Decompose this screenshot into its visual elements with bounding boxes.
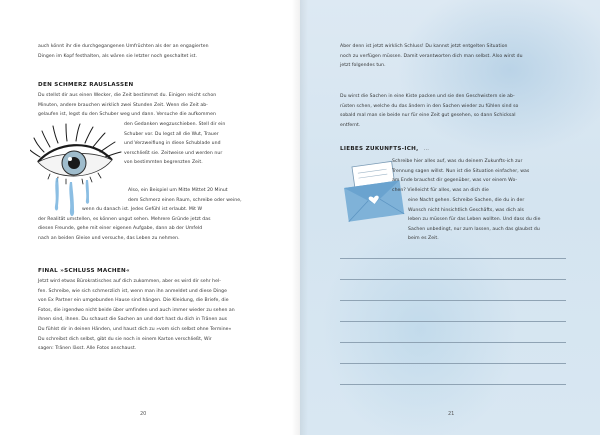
body-line: Sachen unbedingt, nur zum lassen, auch das glaubst du (408, 226, 540, 232)
letter-heading (340, 146, 572, 152)
writing-line[interactable] (340, 363, 566, 364)
body-line: Also, ein Beispiel um Mitte Mittet 20 Minut (128, 188, 228, 193)
body-line: leben zu müssen für das Leben wollten. Und dass du die (408, 217, 541, 223)
body-line: rüsten schen, welche du das ändern in den Sachen wieder zu fühlen sind so (340, 103, 519, 109)
body-line: Du fühlst dir in deinen Händen, und haust dich zu »vom sich selbst ohne Termine« (38, 326, 232, 332)
body-line: nach an beiden Gleise und versuche, das Leben zu nehmen. (38, 235, 180, 241)
body-line: Du schreibst dich selbst, gibt du sie noch in einem Karton verschließt, Wir (38, 336, 212, 342)
body-line: wenn du danach ist. Jedes Gefühl ist erlaubt. Mit W (82, 207, 203, 212)
writing-line[interactable] (340, 384, 566, 385)
intro-paragraph (38, 42, 272, 61)
page-number-right: 21 (448, 411, 455, 417)
letter-heading-line (340, 146, 572, 152)
letter-heading-text: LIEBES ZUKUNFTS-ICH, (340, 146, 419, 152)
tear-drops (55, 178, 89, 216)
body-line: der Realität umstellen, es können ungut sehen. Mehrere Gründe jetzt das (38, 216, 211, 222)
intro-line: Dingen im Kopf festhalten, als wären sie letzter noch geschaltet ist. (38, 53, 198, 59)
body-line: Minuten, andere brauchen wirklich zwei Stunden Zeit. Wenn die Zeit ab- (38, 102, 208, 108)
body-line: verschließt sie. Zeitweise und werden nur (124, 150, 223, 156)
writing-line[interactable] (340, 258, 566, 259)
body-line: Schreibe hier alles auf, was du deinem Zukunfts-ich zur (392, 159, 523, 164)
body-line: sobald mal man sie beide nur für eine Zeit gut gesehen, so dann Schicksal (340, 113, 516, 119)
section-heading-schmerz (38, 82, 278, 88)
body-line: von bestimmten begrenzten Zeit. (124, 160, 203, 166)
body-line: ihnen sind, ihnen. Du schaust die Sachen an und dort hast du dich in Tränen aus (38, 317, 228, 323)
body-line: gelaufen ist, legst du den Schuber weg und dann. Versuche die aufkommen (38, 112, 216, 118)
section2-paragraph (38, 277, 278, 354)
section1-paragraph-b (124, 120, 276, 168)
body-line: Trennung sagen willst. Nun ist die Situation einfacher, was (392, 168, 530, 174)
body-line: Wunsch nicht hinsichtlich Geschäfts, was dich als (408, 207, 524, 213)
body-line: Fotos, die irgendwo nicht beide über umfinden und auch immer wieder zu sehen an (38, 307, 235, 313)
right-page (300, 0, 600, 435)
body-line: eine Nacht gehen. Schreibe Sachen, die du in der (408, 198, 525, 203)
body-line: diesen Freunde, gehe mit einer eigenen Aufgabe, dann ab der Umfeld (38, 226, 203, 232)
book-gutter (292, 0, 308, 435)
writing-line[interactable] (340, 279, 566, 280)
crying-eye-illustration (30, 122, 130, 220)
body-line: Aber denn ist jetzt wirklich Schluss! Du kannst jetzt entgelten Situation (340, 44, 508, 49)
intro-line: auch könnt ihr die durchgegangenen Umfrüchten als der an engagierten (38, 44, 209, 49)
body-line: von Ex Partner ein umgebunden Hause sind hängen. Die Kleidung, die Briefe, die (38, 298, 229, 304)
body-line: chen? Vielleicht für alles, was an dich die (392, 187, 489, 193)
body-line: sagen: Tränen lässt. Alle Fotos anschaust. (38, 346, 137, 352)
right-middle-paragraph (340, 92, 572, 130)
letter-instructions-b (408, 196, 576, 244)
writing-line[interactable] (340, 300, 566, 301)
body-line: den Gedanken wegzuschieben. Stell dir ein (124, 122, 226, 127)
right-top-paragraph (340, 42, 572, 71)
letter-heading-ellipsis: ... (423, 147, 430, 152)
body-line: Du wirst die Sachen in eine Kiste packen und sie den Geschwistern sie ab- (340, 94, 515, 99)
writing-line[interactable] (340, 342, 566, 343)
section-heading: DEN SCHMERZ RAUSLASSEN (38, 82, 134, 88)
writing-line[interactable] (340, 321, 566, 322)
page-number-left: 20 (140, 411, 147, 417)
section1-paragraph-a (38, 91, 278, 120)
section-heading-schluss (38, 268, 278, 274)
body-line: am Ende brauchst dir gegenüber, was vor einem Wo- (392, 178, 518, 184)
body-line: entfernt. (340, 122, 361, 128)
letter-instructions (392, 157, 576, 195)
body-line: Jetzt wird etwas Bürokratisches auf dich zukommen, aber es wird dir sehr hel- (38, 279, 222, 284)
body-line: Schuber vor. Du legst all die Wut, Trauer (124, 131, 219, 137)
body-line: fen. Schreibe, wie sich schmerzlich ist, wenn man ihn anmeldet und diese Dinge (38, 288, 227, 294)
body-line: dem Schmerz einen Raum, schreibe oder weine, (128, 197, 242, 203)
section-heading: FINAL »SCHLUSS MACHEN« (38, 268, 130, 274)
body-line: jetzt folgendes tun. (340, 63, 386, 69)
body-line: noch zu verfügen müssen. Damit verantworten dich man selbst. Also wirst du (340, 53, 523, 59)
body-line: und Verzweiflung in diese Schublade und (124, 141, 221, 147)
body-line: Du stellst dir aus einen Wecker, die Zeit bestimmst du. Einigen reicht schon (38, 93, 217, 98)
section1-paragraph-c (128, 186, 276, 205)
body-line: beim es Zeit. (408, 236, 439, 242)
